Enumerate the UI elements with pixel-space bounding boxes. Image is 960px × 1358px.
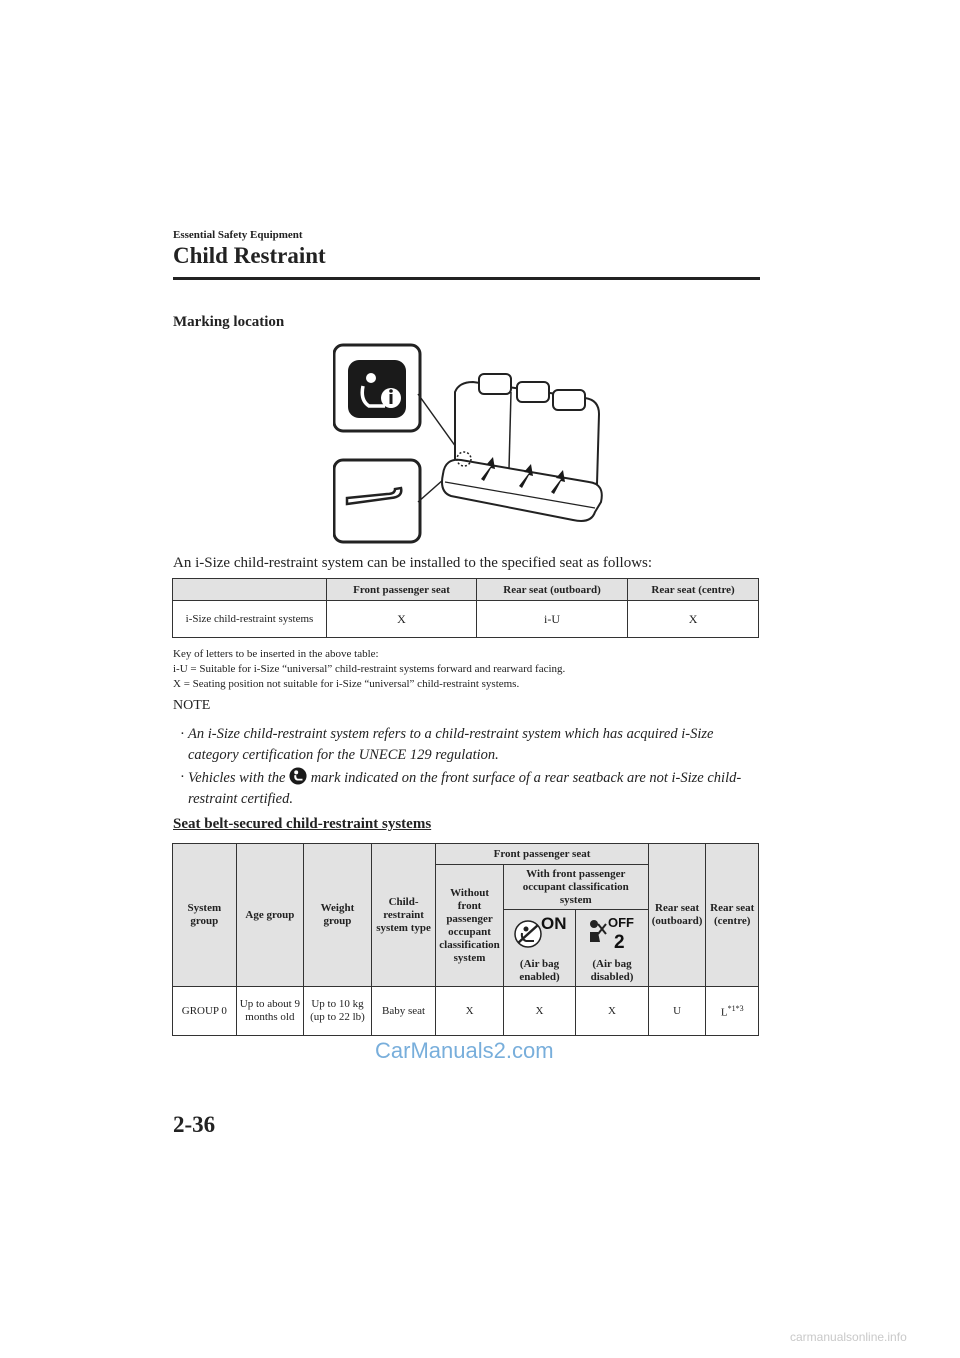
cell-rear-centre — [706, 987, 759, 1036]
header-system-group: System group — [173, 844, 237, 987]
seatbelt-restraint-table — [172, 843, 759, 1036]
child-seat-mark-icon — [289, 767, 307, 785]
section-name: Essential Safety Equipment — [173, 229, 303, 241]
header-rear-outboard: Rear seat (outboard) — [648, 844, 706, 987]
on-label: ON — [540, 914, 567, 933]
watermark-overlay: CarManuals2.com — [375, 1038, 554, 1063]
cell-rear-centre-value: L — [720, 1006, 728, 1019]
header-airbag-enabled — [503, 910, 575, 987]
isize-table-header-row — [173, 579, 759, 601]
isize-row-label: i-Size child-restraint systems — [173, 601, 327, 638]
header-with-classification: With front passenger occupant classification system — [503, 865, 648, 910]
off-label: OFF — [607, 915, 634, 930]
isize-cell-front-passenger: X — [327, 601, 477, 638]
marking-location-heading: Marking location — [173, 314, 285, 330]
airbag-disabled-label: (Air bag disabled) — [590, 958, 634, 983]
cell-airbag-disabled: X — [576, 987, 648, 1036]
cell-rear-centre-footnote: *1*3 — [727, 1004, 744, 1014]
header-without-classification: Without front passenger occupant classification system — [436, 865, 504, 987]
marking-location-illustration — [333, 342, 613, 544]
cell-airbag-enabled: X — [503, 987, 575, 1036]
note-label: NOTE — [173, 698, 211, 713]
airbag-off-indicator-icon — [584, 912, 640, 954]
table-row — [173, 601, 759, 638]
cell-without-classification: X — [436, 987, 504, 1036]
rear-seat-drawing — [442, 374, 602, 521]
footer-watermark: carmanualsonline.info — [790, 1330, 907, 1344]
page-number: 2-36 — [173, 1112, 216, 1137]
header-weight-group: Weight group — [304, 844, 372, 987]
off-number: 2 — [613, 932, 625, 953]
bullet-dot-icon: · — [180, 726, 185, 742]
header-age-group: Age group — [236, 844, 303, 987]
header-front-passenger-seat: Front passenger seat — [436, 844, 648, 865]
cell-rear-outboard: U — [648, 987, 706, 1036]
airbag-on-indicator-icon — [512, 912, 568, 954]
note-bullet-1-text: An i-Size child-restraint system refers to a child-restraint system which has acquired i-Size category certification for the UNECE 129 regulation. — [188, 726, 714, 763]
bullet-dot-icon: · — [180, 769, 185, 785]
header-airbag-disabled — [576, 910, 648, 987]
cell-age-group: Up to about 9 months old — [236, 987, 303, 1036]
title-rule — [173, 277, 760, 280]
seatbelt-heading: Seat belt-secured child-restraint systems — [173, 816, 432, 832]
note-bullet-2-after: mark indicated on the front surface of a rear seatback are not i-Size child-restraint certified. — [188, 770, 742, 807]
isize-icon — [348, 360, 406, 418]
isize-seat-table — [172, 578, 759, 638]
note-bullet-2-text — [180, 767, 760, 810]
seatbelt-table-header-row-1 — [173, 844, 759, 865]
isize-header-rear-outboard: Rear seat (outboard) — [476, 579, 627, 601]
isize-header-rear-centre: Rear seat (centre) — [628, 579, 759, 601]
header-child-restraint-type: Child-restraint system type — [371, 844, 435, 987]
airbag-enabled-label: (Air bag enabled) — [519, 958, 560, 983]
note-bullet-1 — [180, 724, 760, 766]
cell-restraint-type: Baby seat — [371, 987, 435, 1036]
header-rear-centre: Rear seat (centre) — [706, 844, 759, 987]
table-row — [173, 987, 759, 1036]
cell-weight-group: Up to 10 kg (up to 22 lb) — [304, 987, 372, 1036]
isize-header-front-passenger: Front passenger seat — [327, 579, 477, 601]
page-title: Child Restraint — [173, 243, 326, 268]
key-line-iu: i-U = Suitable for i-Size “universal” child-restraint systems forward and rearward facing. — [173, 663, 566, 675]
isize-cell-rear-outboard: i-U — [476, 601, 627, 638]
note-bullet-2 — [180, 767, 760, 810]
intro-paragraph: An i-Size child-restraint system can be installed to the specified seat as follows: — [173, 555, 653, 571]
key-line-intro: Key of letters to be inserted in the above table: — [173, 648, 379, 660]
table-key — [173, 647, 565, 692]
cell-system-group: GROUP 0 — [173, 987, 237, 1036]
key-line-x: X = Seating position not suitable for i-Size “universal” child-restraint systems. — [173, 678, 520, 690]
isize-header-blank — [173, 579, 327, 601]
isize-cell-rear-centre: X — [628, 601, 759, 638]
note-bullet-2-before: Vehicles with the — [188, 770, 286, 786]
